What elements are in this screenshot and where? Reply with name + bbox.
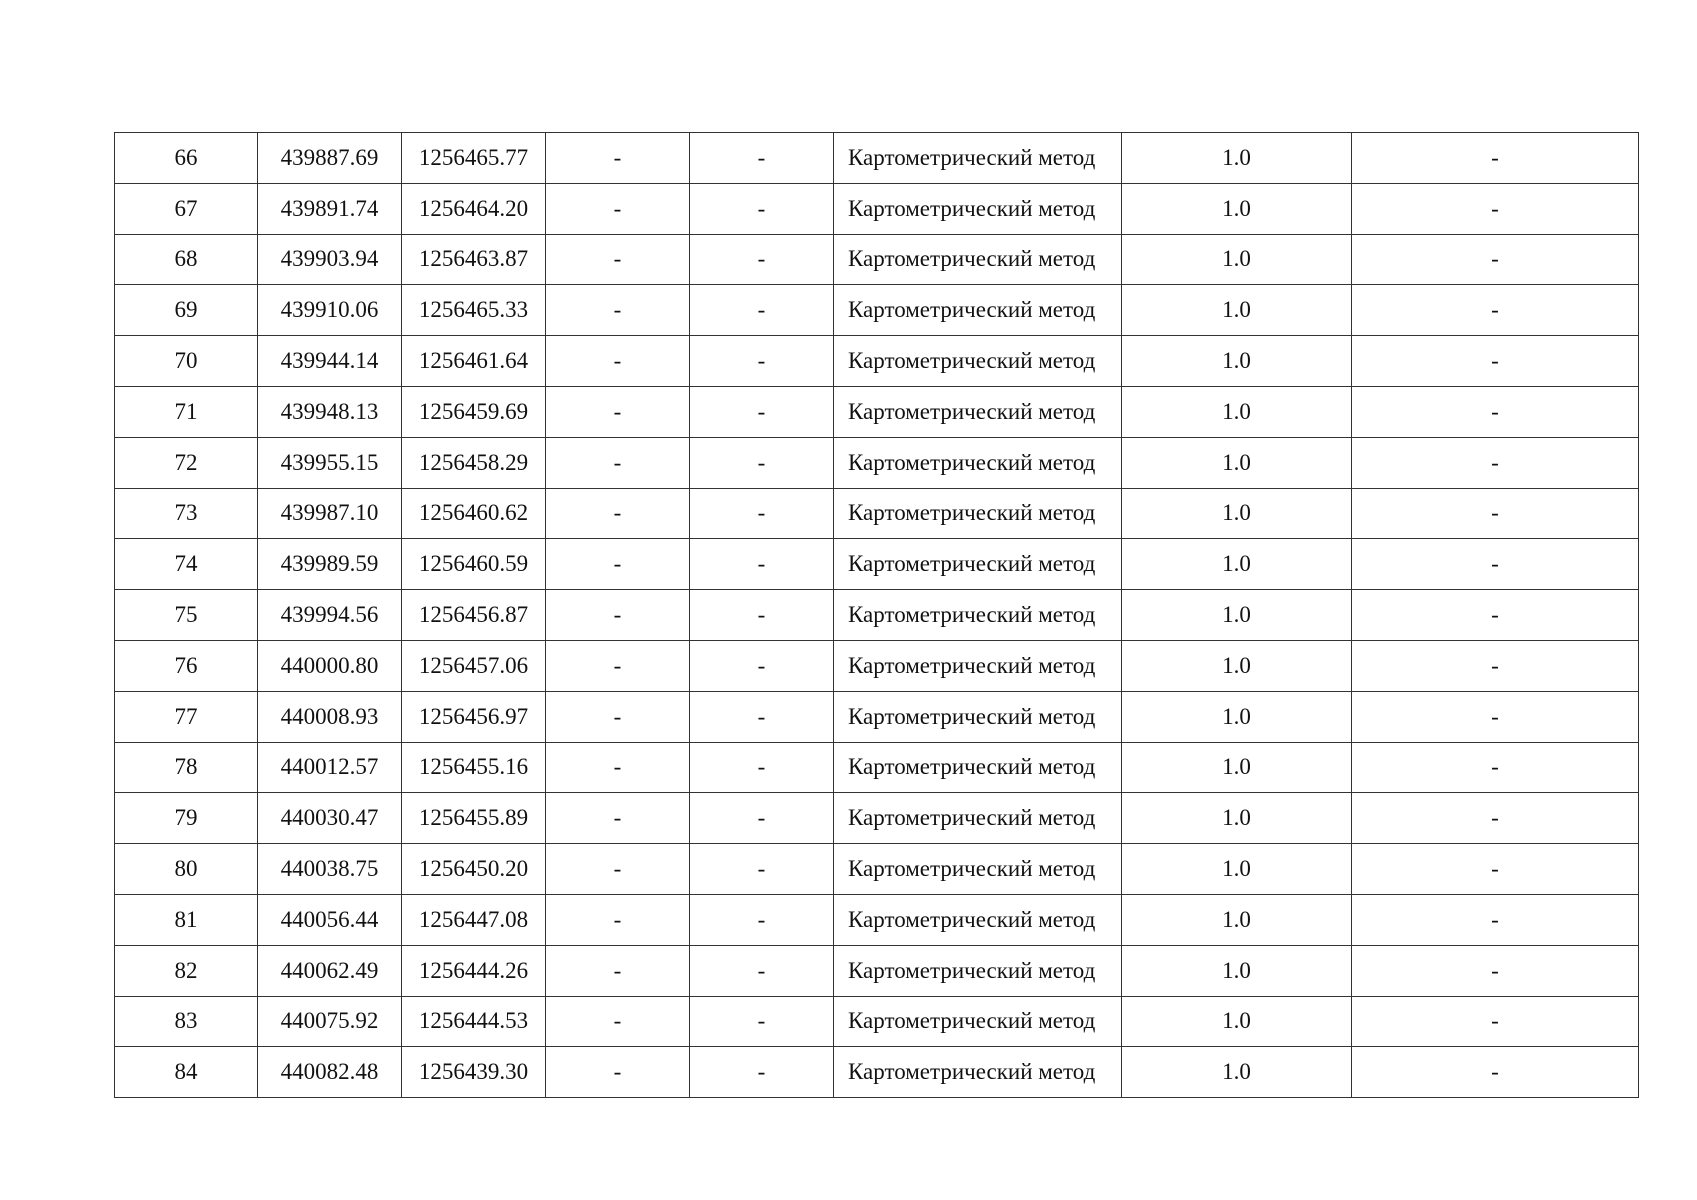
column-8-cell: -: [1352, 437, 1639, 488]
table-row: [115, 386, 1639, 437]
column-4-cell: -: [546, 640, 690, 691]
y-coordinate-cell: 1256463.87: [402, 234, 546, 285]
point-number-cell: 69: [115, 285, 258, 336]
point-number-cell: 66: [115, 133, 258, 184]
column-5-cell: -: [690, 742, 834, 793]
accuracy-cell: 1.0: [1122, 590, 1352, 641]
method-cell: Картометрический метод: [834, 996, 1122, 1047]
column-4-cell: -: [546, 691, 690, 742]
method-cell: Картометрический метод: [834, 336, 1122, 387]
y-coordinate-cell: 1256447.08: [402, 894, 546, 945]
column-4-cell: -: [546, 133, 690, 184]
method-cell: Картометрический метод: [834, 742, 1122, 793]
column-5-cell: -: [690, 894, 834, 945]
table-row: [115, 640, 1639, 691]
column-5-cell: -: [690, 539, 834, 590]
method-cell: Картометрический метод: [834, 183, 1122, 234]
column-5-cell: -: [690, 336, 834, 387]
method-cell: Картометрический метод: [834, 894, 1122, 945]
method-cell: Картометрический метод: [834, 488, 1122, 539]
point-number-cell: 78: [115, 742, 258, 793]
column-8-cell: -: [1352, 996, 1639, 1047]
column-5-cell: -: [690, 183, 834, 234]
y-coordinate-cell: 1256457.06: [402, 640, 546, 691]
method-cell: Картометрический метод: [834, 793, 1122, 844]
method-cell: Картометрический метод: [834, 285, 1122, 336]
method-cell: Картометрический метод: [834, 539, 1122, 590]
column-8-cell: -: [1352, 133, 1639, 184]
x-coordinate-cell: 440030.47: [258, 793, 402, 844]
table-row: [115, 234, 1639, 285]
point-number-cell: 82: [115, 945, 258, 996]
column-4-cell: -: [546, 183, 690, 234]
column-8-cell: -: [1352, 742, 1639, 793]
accuracy-cell: 1.0: [1122, 386, 1352, 437]
table-row: [115, 691, 1639, 742]
y-coordinate-cell: 1256459.69: [402, 386, 546, 437]
y-coordinate-cell: 1256458.29: [402, 437, 546, 488]
table-row: [115, 437, 1639, 488]
accuracy-cell: 1.0: [1122, 844, 1352, 895]
point-number-cell: 71: [115, 386, 258, 437]
point-number-cell: 77: [115, 691, 258, 742]
y-coordinate-cell: 1256465.77: [402, 133, 546, 184]
column-8-cell: -: [1352, 539, 1639, 590]
column-4-cell: -: [546, 793, 690, 844]
column-4-cell: -: [546, 234, 690, 285]
table-row: [115, 183, 1639, 234]
method-cell: Картометрический метод: [834, 945, 1122, 996]
y-coordinate-cell: 1256456.87: [402, 590, 546, 641]
y-coordinate-cell: 1256444.26: [402, 945, 546, 996]
point-number-cell: 67: [115, 183, 258, 234]
x-coordinate-cell: 439903.94: [258, 234, 402, 285]
method-cell: Картометрический метод: [834, 234, 1122, 285]
x-coordinate-cell: 439989.59: [258, 539, 402, 590]
accuracy-cell: 1.0: [1122, 793, 1352, 844]
method-cell: Картометрический метод: [834, 844, 1122, 895]
column-8-cell: -: [1352, 488, 1639, 539]
accuracy-cell: 1.0: [1122, 183, 1352, 234]
x-coordinate-cell: 439987.10: [258, 488, 402, 539]
column-5-cell: -: [690, 996, 834, 1047]
column-8-cell: -: [1352, 183, 1639, 234]
table-row: [115, 1047, 1639, 1098]
column-4-cell: -: [546, 844, 690, 895]
table-row: [115, 488, 1639, 539]
column-5-cell: -: [690, 590, 834, 641]
y-coordinate-cell: 1256439.30: [402, 1047, 546, 1098]
table-row: [115, 336, 1639, 387]
point-number-cell: 70: [115, 336, 258, 387]
x-coordinate-cell: 440000.80: [258, 640, 402, 691]
x-coordinate-cell: 439944.14: [258, 336, 402, 387]
table-row: [115, 742, 1639, 793]
column-4-cell: -: [546, 539, 690, 590]
point-number-cell: 83: [115, 996, 258, 1047]
table-row: [115, 793, 1639, 844]
coordinates-table: [114, 132, 1639, 1098]
column-4-cell: -: [546, 437, 690, 488]
column-8-cell: -: [1352, 285, 1639, 336]
table-row: [115, 844, 1639, 895]
column-4-cell: -: [546, 945, 690, 996]
column-4-cell: -: [546, 742, 690, 793]
accuracy-cell: 1.0: [1122, 996, 1352, 1047]
method-cell: Картометрический метод: [834, 691, 1122, 742]
x-coordinate-cell: 440038.75: [258, 844, 402, 895]
column-4-cell: -: [546, 488, 690, 539]
column-4-cell: -: [546, 336, 690, 387]
point-number-cell: 84: [115, 1047, 258, 1098]
method-cell: Картометрический метод: [834, 386, 1122, 437]
accuracy-cell: 1.0: [1122, 945, 1352, 996]
y-coordinate-cell: 1256461.64: [402, 336, 546, 387]
column-8-cell: -: [1352, 640, 1639, 691]
column-5-cell: -: [690, 793, 834, 844]
method-cell: Картометрический метод: [834, 437, 1122, 488]
accuracy-cell: 1.0: [1122, 691, 1352, 742]
column-8-cell: -: [1352, 590, 1639, 641]
x-coordinate-cell: 439955.15: [258, 437, 402, 488]
column-5-cell: -: [690, 640, 834, 691]
column-4-cell: -: [546, 590, 690, 641]
column-8-cell: -: [1352, 386, 1639, 437]
column-4-cell: -: [546, 1047, 690, 1098]
table-row: [115, 133, 1639, 184]
column-4-cell: -: [546, 996, 690, 1047]
column-5-cell: -: [690, 234, 834, 285]
accuracy-cell: 1.0: [1122, 539, 1352, 590]
column-5-cell: -: [690, 1047, 834, 1098]
column-8-cell: -: [1352, 844, 1639, 895]
x-coordinate-cell: 439887.69: [258, 133, 402, 184]
accuracy-cell: 1.0: [1122, 133, 1352, 184]
y-coordinate-cell: 1256465.33: [402, 285, 546, 336]
point-number-cell: 80: [115, 844, 258, 895]
column-5-cell: -: [690, 488, 834, 539]
accuracy-cell: 1.0: [1122, 285, 1352, 336]
column-8-cell: -: [1352, 691, 1639, 742]
table-row: [115, 590, 1639, 641]
x-coordinate-cell: 440012.57: [258, 742, 402, 793]
column-8-cell: -: [1352, 793, 1639, 844]
column-5-cell: -: [690, 691, 834, 742]
x-coordinate-cell: 439994.56: [258, 590, 402, 641]
point-number-cell: 75: [115, 590, 258, 641]
y-coordinate-cell: 1256464.20: [402, 183, 546, 234]
column-5-cell: -: [690, 386, 834, 437]
column-8-cell: -: [1352, 336, 1639, 387]
accuracy-cell: 1.0: [1122, 234, 1352, 285]
method-cell: Картометрический метод: [834, 133, 1122, 184]
point-number-cell: 68: [115, 234, 258, 285]
accuracy-cell: 1.0: [1122, 336, 1352, 387]
column-5-cell: -: [690, 437, 834, 488]
x-coordinate-cell: 440056.44: [258, 894, 402, 945]
accuracy-cell: 1.0: [1122, 742, 1352, 793]
accuracy-cell: 1.0: [1122, 437, 1352, 488]
column-8-cell: -: [1352, 945, 1639, 996]
y-coordinate-cell: 1256460.62: [402, 488, 546, 539]
table-row: [115, 945, 1639, 996]
y-coordinate-cell: 1256444.53: [402, 996, 546, 1047]
column-8-cell: -: [1352, 234, 1639, 285]
table-row: [115, 894, 1639, 945]
x-coordinate-cell: 440062.49: [258, 945, 402, 996]
accuracy-cell: 1.0: [1122, 894, 1352, 945]
point-number-cell: 72: [115, 437, 258, 488]
accuracy-cell: 1.0: [1122, 640, 1352, 691]
y-coordinate-cell: 1256460.59: [402, 539, 546, 590]
table-body: [115, 133, 1639, 1098]
y-coordinate-cell: 1256456.97: [402, 691, 546, 742]
y-coordinate-cell: 1256450.20: [402, 844, 546, 895]
x-coordinate-cell: 440008.93: [258, 691, 402, 742]
method-cell: Картометрический метод: [834, 1047, 1122, 1098]
x-coordinate-cell: 440075.92: [258, 996, 402, 1047]
table-row: [115, 285, 1639, 336]
point-number-cell: 79: [115, 793, 258, 844]
table-row: [115, 996, 1639, 1047]
method-cell: Картометрический метод: [834, 640, 1122, 691]
y-coordinate-cell: 1256455.16: [402, 742, 546, 793]
column-5-cell: -: [690, 285, 834, 336]
column-8-cell: -: [1352, 1047, 1639, 1098]
point-number-cell: 74: [115, 539, 258, 590]
point-number-cell: 76: [115, 640, 258, 691]
accuracy-cell: 1.0: [1122, 488, 1352, 539]
y-coordinate-cell: 1256455.89: [402, 793, 546, 844]
column-4-cell: -: [546, 386, 690, 437]
column-5-cell: -: [690, 945, 834, 996]
method-cell: Картометрический метод: [834, 590, 1122, 641]
x-coordinate-cell: 439891.74: [258, 183, 402, 234]
column-8-cell: -: [1352, 894, 1639, 945]
column-5-cell: -: [690, 133, 834, 184]
point-number-cell: 81: [115, 894, 258, 945]
accuracy-cell: 1.0: [1122, 1047, 1352, 1098]
column-4-cell: -: [546, 894, 690, 945]
column-5-cell: -: [690, 844, 834, 895]
column-4-cell: -: [546, 285, 690, 336]
x-coordinate-cell: 440082.48: [258, 1047, 402, 1098]
table-row: [115, 539, 1639, 590]
point-number-cell: 73: [115, 488, 258, 539]
x-coordinate-cell: 439948.13: [258, 386, 402, 437]
x-coordinate-cell: 439910.06: [258, 285, 402, 336]
